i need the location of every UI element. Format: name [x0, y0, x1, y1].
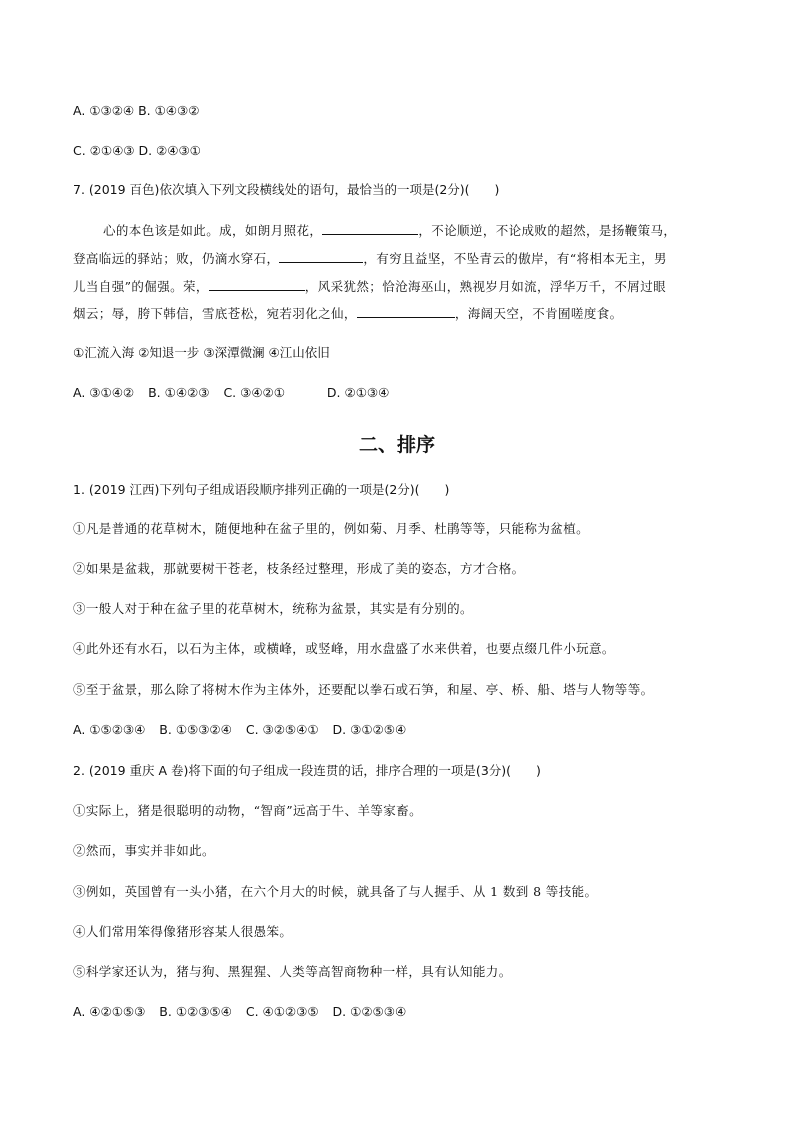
q7-passage-text: ，风采犹然；恰沧海巫山，熟视岁月如流，浮华万千，不屑过眼: [304, 279, 666, 294]
q7-passage-text: 心的本色该是如此。成，如朗月照花，: [103, 223, 323, 238]
option-c: C. ③②⑤④①: [245, 722, 319, 737]
s1-sentence-1: ①凡是普通的花草树木，随便地种在盆子里的，例如菊、月季、杜鹃等等，只能称为盆植。: [73, 521, 590, 536]
q7-passage-text: ，海阔天空，不肯囿嗟度食。: [454, 306, 623, 321]
s2-sentence-4: ④人们常用笨得像猪形容某人很愚笨。: [73, 924, 293, 939]
q7-passage-text: ，不论顺逆，不论成败的超然，是扬鞭策马，: [418, 223, 677, 238]
option-d: D. ③①②⑤④: [332, 722, 407, 737]
prev-options-row-1: A. ①③②④ B. ①④③②: [73, 103, 200, 118]
q7-passage-line-2: [73, 250, 667, 267]
s1-options: [73, 722, 406, 738]
q7-items: ①汇流入海 ②知退一步 ③深潭微澜 ④江山依旧: [73, 345, 330, 360]
option-d: D. ②①③④: [326, 385, 390, 400]
s1-stem: 1. (2019 江西)下列句子组成语段顺序排列正确的一项是(2分)( ): [73, 482, 450, 497]
option-a: A. ④②①⑤③: [73, 1004, 146, 1019]
option-b: B. ①②③⑤④: [159, 1004, 232, 1019]
q7-passage-text: 烟云；辱，胯下韩信，雪底苍松，宛若羽化之仙，: [73, 306, 357, 321]
s2-sentence-2: ②然而，事实并非如此。: [73, 843, 215, 858]
s1-sentence-4: ④此外还有水石，以石为主体，或横峰，或竖峰，用水盘盛了水来供着，也要点缀几件小玩意。: [73, 641, 615, 656]
fill-blank-1: [322, 222, 418, 235]
fill-blank-3: [209, 278, 305, 291]
q7-passage-text: 登高临远的驿站；败，仍滴水穿石，: [73, 251, 280, 266]
option-d: D. ①②⑤③④: [332, 1004, 407, 1019]
option-a: A. ①⑤②③④: [73, 722, 146, 737]
s2-sentence-1: ①实际上，猪是很聪明的动物，“智商”远高于牛、羊等家畜。: [73, 803, 422, 818]
q7-passage-line-4: [73, 305, 623, 322]
q7-passage-text: ，有穷且益坚，不坠青云的傲岸，有“将相本无主，男: [363, 251, 667, 266]
q7-stem: 7. (2019 百色)依次填入下列文段横线处的语句，最恰当的一项是(2分)( ): [73, 182, 500, 197]
fill-blank-4: [357, 305, 455, 318]
q7-passage-line-1: [103, 222, 676, 239]
s2-sentence-3: ③例如，英国曾有一头小猪，在六个月大的时候，就具备了与人握手、从 1 数到 8 等技能。: [73, 884, 598, 899]
option-b: B. ①⑤③②④: [159, 722, 232, 737]
s2-stem: 2. (2019 重庆 A 卷)将下面的句子组成一段连贯的话，排序合理的一项是(3分)( ): [73, 763, 541, 778]
section-title: 二、排序: [358, 434, 435, 456]
s1-sentence-5: ⑤至于盆景，那么除了将树木作为主体外，还要配以拳石或石笋，和屋、亭、桥、船、塔与人物等等。: [73, 682, 654, 697]
s2-options: [73, 1004, 406, 1020]
s2-sentence-5: ⑤科学家还认为，猪与狗、黑猩猩、人类等高智商物种一样，具有认知能力。: [73, 964, 512, 979]
q7-passage-line-3: [73, 278, 666, 295]
s1-sentence-3: ③一般人对于种在盆子里的花草树木，统称为盆景，其实是有分别的。: [73, 601, 473, 616]
s1-sentence-2: ②如果是盆栽，那就要树干苍老，枝条经过整理，形成了美的姿态，方才合格。: [73, 561, 525, 576]
option-c: C. ③④②①: [223, 385, 285, 400]
q7-options: [73, 385, 389, 401]
option-c: C. ④①②③⑤: [245, 1004, 319, 1019]
q7-passage-text: 儿当自强”的倔强。荣，: [73, 279, 209, 294]
option-b: B. ①④②③: [148, 385, 210, 400]
prev-options-row-2: C. ②①④③ D. ②④③①: [73, 143, 201, 158]
fill-blank-2: [279, 250, 363, 263]
option-a: A. ③①④②: [73, 385, 135, 400]
